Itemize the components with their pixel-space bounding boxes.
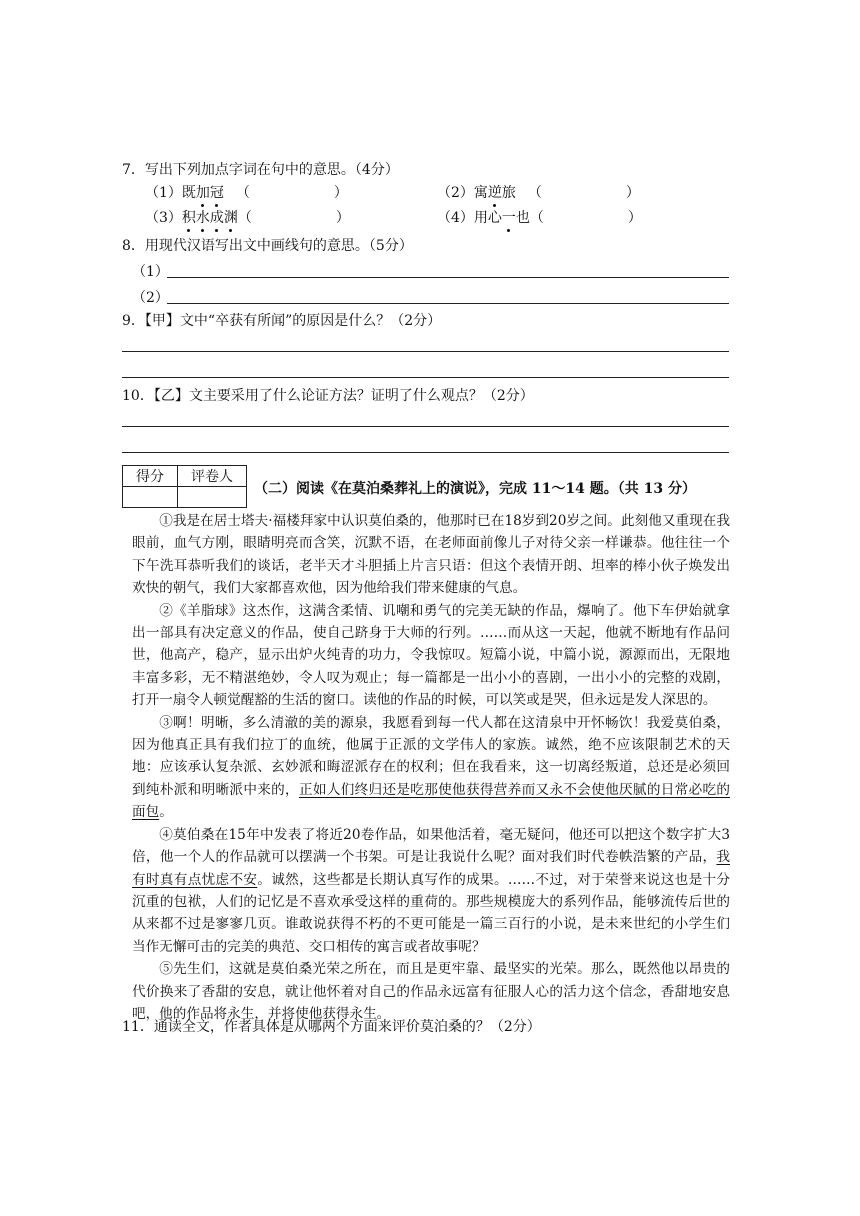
q7-item-3-dotted — [182, 210, 238, 226]
question-8-stem: 8．用现代汉语写出文中画线句的意思。（5分） — [122, 238, 413, 254]
dotted-char: 冠 — [209, 185, 224, 201]
q7-item-4-blank[interactable]: （ ） — [529, 210, 642, 226]
p3-underlined-sentence: 正如人们终归还是吃那使他获得营养而又永不会使他厌腻的日常必吃的面包 — [132, 781, 731, 821]
q7-item-1 — [145, 183, 348, 203]
q8-answer-line-1[interactable] — [167, 277, 729, 278]
question-9-stem: 9．【甲】文中“卒获有所闻”的原因是什么？（2分） — [122, 313, 442, 329]
q7-item-1-num: （1） — [145, 185, 182, 201]
q8-label-2: （2） — [132, 290, 169, 306]
section-2-title: （二）阅读《在莫泊桑葬礼上的演说》，完成 11～14 题。（共 13 分） — [254, 481, 696, 497]
q7-item-2-dotted — [488, 185, 502, 201]
q7-item-3-blank[interactable]: （ ） — [237, 210, 350, 226]
q7-item-3 — [145, 208, 350, 228]
p3-text-post: 。 — [159, 804, 173, 821]
q9-answer-line-2[interactable] — [122, 377, 729, 378]
dotted-char: 加 — [195, 185, 210, 201]
dotted-char: 成 — [209, 210, 224, 226]
q7-item-2-pre: 寓 — [473, 185, 488, 201]
passage-paragraph-1: ①我是在居士塔夫·福楼拜家中认识莫伯桑的，他那时已在18岁到20岁之间。此刻他又重现在我眼前，血气方刚，眼睛明亮而含笑，沉默不语，在老师面前像儿子对待父亲一样谦恭。他往往一个下午洗耳恭听我们的谈话，老半天才斗胆插上片言只语：但这个表情开朗、坦率的棒小伙子焕发出欢快的朝气，我们大家都喜欢他，因为他给我们带来健康的气息。 — [132, 513, 730, 597]
score-box-header-score: 得分 — [123, 466, 178, 487]
q7-item-1-dotted — [196, 185, 224, 201]
q10-answer-line-2[interactable] — [122, 452, 729, 453]
question-10-stem: 10．【乙】文主要采用了什么论证方法？证明了什么观点？（2分） — [122, 388, 534, 404]
q7-item-4-dotted — [502, 210, 516, 226]
passage-paragraph-5: ⑤先生们，这就是莫伯桑光荣之所在，而且是更牢靠、最坚实的光荣。那么，既然他以昂贵的代价换来了香甜的安息，就让他怀着对自己的作品永远富有征服人心的活力这个信念，香甜地安息吧，他的作品将永生，并将使他获得永生。 — [132, 961, 730, 1022]
p4-underlined-sentence: 我有时真有点忧虑不安 — [132, 849, 730, 888]
dotted-char: 积 — [181, 210, 196, 226]
p4-text-post: 。诚然，这些都是长期认真写作的成果。……不过，对于荣誉来说这也是十分沉重的包袱，人们的记忆是不喜欢承受这样的重荷的。那些规模庞大的系列作品，能够流传后世的从来都不过是寥寥几页。谁敢说获得不朽的不更可能是一篇三百行的小说，是未来世纪的小学生们当作无懈可击的完美的典范、交口相传的寓言或者故事呢？ — [132, 871, 731, 955]
q7-item-4-pre: 用心 — [473, 210, 502, 226]
q7-item-4-num: （4） — [437, 210, 474, 226]
q7-item-2-blank[interactable]: （ ） — [527, 185, 640, 201]
score-box-header-grader: 评卷人 — [178, 466, 247, 487]
dotted-char: 水 — [195, 210, 210, 226]
dotted-char: 渊 — [223, 210, 238, 226]
q7-item-1-blank[interactable]: （ ） — [235, 185, 348, 201]
q9-answer-line-1[interactable] — [122, 351, 729, 352]
dotted-char: 一 — [501, 210, 516, 226]
question-7-stem: 7．写出下列加点字词在句中的意思。（4分） — [122, 162, 399, 178]
q7-item-4 — [437, 208, 642, 228]
q8-label-1: （1） — [132, 264, 169, 280]
passage-paragraph-2: ②《羊脂球》这杰作，这满含柔情、讥嘲和勇气的完美无缺的作品，爆响了。他下车伊始就拿出一部具有决定意义的作品，使自己跻身于大师的行列。……而从这一天起，他就不断地有作品问世，他高产，稳产，显示出炉火纯青的功力，令我惊叹。短篇小说，中篇小说，源源而出，无限地丰富多彩，无不精湛绝妙，令人叹为观止；每一篇都是一出小小的喜剧，一出小小的完整的戏剧，打开一扇令人顿觉醒豁的生活的窗口。读他的作品的时候，可以笑或是哭，但永远是发人深思的。 — [132, 602, 730, 709]
question-11-stem: 11．通读全文，作者具体是从哪两个方面来评价莫泊桑的？（2分） — [122, 1019, 541, 1035]
q8-answer-line-2[interactable] — [167, 303, 729, 304]
score-box-score-cell[interactable] — [123, 487, 178, 508]
q10-answer-line-1[interactable] — [122, 426, 729, 427]
q7-item-2 — [437, 183, 640, 203]
q7-item-4-post: 也 — [515, 210, 530, 226]
q7-item-1-pre: 既 — [181, 185, 196, 201]
q7-item-2-post: 旅 — [501, 185, 516, 201]
p4-text-pre: ④莫伯桑在15年中发表了将近20卷作品，如果他活着，毫无疑问，他还可以把这个数字扩大3倍，他一个人的作品就可以摆满一个书架。可是让我说什么呢？面对我们时代卷帙浩繁的产品， — [132, 826, 730, 866]
passage-paragraph-3 — [132, 712, 730, 824]
passage — [132, 510, 730, 1025]
score-box-grader-cell[interactable] — [178, 487, 247, 508]
dotted-char: 逆 — [487, 185, 502, 201]
q7-item-2-num: （2） — [437, 185, 474, 201]
passage-paragraph-4 — [132, 824, 730, 958]
score-box — [122, 465, 247, 508]
p3-text-pre: ③啊！明晰，多么清澈的美的源泉，我愿看到每一代人都在这清泉中开怀畅饮！我爱莫伯桑，因为他真正具有我们拉丁的血统，他属于正派的文学伟人的家族。诚然，绝不应该限制艺术的天地：应该承认复杂派、玄妙派和晦涩派存在的权利；但在我看来，这一切离经叛道，总还是必须回到纯朴派和明晰派中来的， — [132, 714, 730, 798]
q7-item-3-num: （3） — [145, 210, 182, 226]
